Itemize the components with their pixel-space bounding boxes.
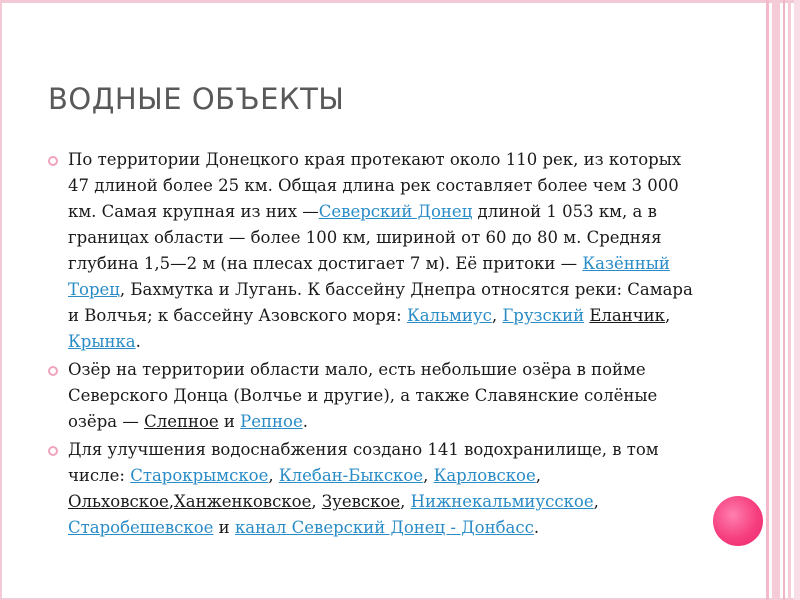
circle-bullet-icon	[48, 156, 58, 166]
inline-link[interactable]: Зуевское	[321, 492, 401, 511]
inline-link[interactable]: Репное	[240, 412, 303, 431]
inline-link[interactable]: Ольховское	[68, 492, 169, 511]
bullet-text: ,	[400, 492, 411, 511]
bullet-item	[48, 357, 696, 435]
slide-title: ВОДНЫЕ ОБЪЕКТЫ	[48, 82, 345, 116]
bullet-text: ,	[535, 466, 541, 485]
inline-link[interactable]: Казённый Торец	[68, 254, 670, 299]
right-decor-bar	[788, 0, 791, 600]
bullet-item	[48, 147, 696, 355]
bullet-text: и	[218, 412, 241, 431]
pink-circle-decoration	[713, 496, 763, 546]
circle-bullet-icon	[48, 446, 58, 456]
inline-link[interactable]: Крынка	[68, 332, 136, 351]
bullet-text: ,	[593, 492, 599, 511]
inline-link[interactable]: Клебан-Быкское	[278, 466, 424, 485]
bullet-text: длиной 1 053 км, а в границах области — более 100 км, шириной от 60 до 80 м. Средняя глубина 1,5—2 м (на плесах достигает 7 м). Её притоки —	[68, 202, 662, 273]
bullet-text: ,	[311, 492, 322, 511]
bullet-text: и	[213, 518, 235, 537]
bullet-text: .	[135, 332, 141, 351]
top-stripe	[0, 0, 800, 3]
inline-link[interactable]: Старобешевское	[68, 518, 214, 537]
inline-link[interactable]: Старокрымское	[130, 466, 269, 485]
inline-link[interactable]: Еланчик	[589, 306, 665, 325]
inline-link[interactable]: Грузский	[502, 306, 585, 325]
inline-link[interactable]: канал Северский Донец - Донбасс	[234, 518, 534, 537]
inline-link[interactable]: Карловское	[433, 466, 536, 485]
right-decor-bar	[794, 0, 800, 600]
bullet-text: Озёр на территории области мало, есть небольшие озёра в пойме Северского Донца (Волчье и другие), а также Славянские солёные озёра —	[68, 360, 658, 431]
right-decor-bar	[766, 0, 769, 600]
bullet-text: ,	[491, 306, 503, 325]
bullet-text: ,	[268, 466, 279, 485]
inline-link[interactable]: Кальмиус	[406, 306, 492, 325]
bullet-text: Для улучшения водоснабжения создано 141 водохранилище, в том числе:	[68, 440, 659, 485]
bullet-text: ,	[664, 306, 671, 325]
bullet-text: По территории Донецкого края протекают около 110 рек, из которых 47 длиной более 25 км. Общая длина рек составляет более чем 3 000 км. Самая крупная из них —	[68, 150, 682, 221]
inline-link[interactable]: Нижнекальмиусское	[410, 492, 594, 511]
bullet-text: .	[302, 412, 308, 431]
inline-link[interactable]: Северский Донец	[318, 202, 473, 221]
bullet-list	[48, 147, 696, 543]
inline-link[interactable]: Слепное	[144, 412, 219, 431]
left-accent-bar	[0, 0, 2, 600]
bullet-text: , Бахмутка и Лугань. К бассейну Днепра относятся реки: Самара и Волчья; к бассейну Азовского моря:	[68, 280, 693, 325]
right-decor-bar	[772, 0, 780, 600]
bullet-item	[48, 437, 696, 541]
right-decor-bar	[783, 0, 785, 600]
bullet-text: ,	[168, 492, 175, 511]
inline-link[interactable]: Ханженковское	[174, 492, 312, 511]
bullet-text: .	[533, 518, 540, 537]
bullet-text: ,	[423, 466, 434, 485]
circle-bullet-icon	[48, 366, 58, 376]
